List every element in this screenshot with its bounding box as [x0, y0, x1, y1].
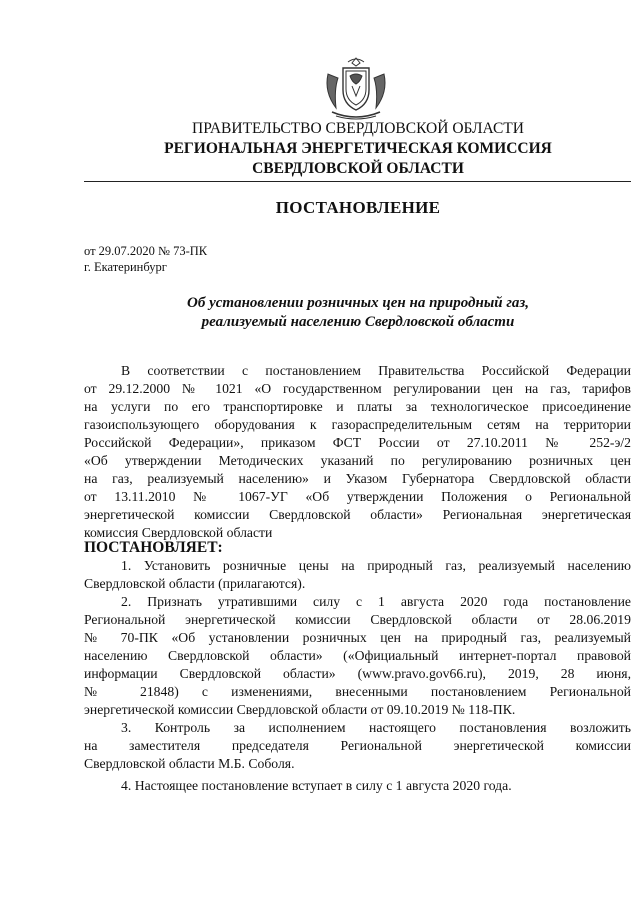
body-line: на услуги по его транспортировке и платы за технологическое присоединение	[84, 399, 631, 414]
clause-line: 2. Признать утратившими силу с 1 августа 2020 года постановление	[121, 594, 631, 609]
document-subject-line: реализуемый населению Свердловской области	[201, 314, 515, 330]
clause-line: 1. Установить розничные цены на природный газ, реализуемый населению	[121, 558, 631, 573]
coat-of-arms-emblem	[322, 54, 390, 120]
header-divider	[84, 181, 631, 182]
clause-line: Свердловской области (прилагаются).	[84, 576, 306, 591]
clause-line: Региональной энергетической комиссии Свердловской области от 28.06.2019	[84, 612, 631, 627]
body-line: газоиспользующего оборудования к газораспределительным сетям на территории	[84, 417, 631, 432]
document-city: г. Екатеринбург	[84, 260, 167, 274]
clause-line: № 70-ПК «Об установлении розничных цен на природный газ, реализуемый	[84, 630, 631, 645]
clause-line: 3. Контроль за исполнением настоящего постановления возложить	[121, 720, 631, 735]
clause-line: Свердловской области М.Б. Соболя.	[84, 756, 295, 771]
document-type: ПОСТАНОВЛЕНИЕ	[275, 198, 441, 217]
body-line: комиссия Свердловской области	[84, 525, 273, 540]
body-line: на газ, реализуемый населению» и Указом Губернатора Свердловской области	[84, 471, 631, 486]
body-line: В соответствии с постановлением Правительства Российской Федерации	[121, 363, 631, 378]
body-line: «Об утверждении Методических указаний по регулированию розничных цен	[84, 453, 631, 468]
government-name: ПРАВИТЕЛЬСТВО СВЕРДЛОВСКОЙ ОБЛАСТИ	[192, 120, 524, 137]
body-line: энергетической комиссии Свердловской области» Региональная энергетическая	[84, 507, 631, 522]
commission-name: РЕГИОНАЛЬНАЯ ЭНЕРГЕТИЧЕСКАЯ КОМИССИЯ	[164, 140, 552, 157]
clause-line: на заместителя председателя Региональной энергетической комиссии	[84, 738, 631, 753]
clause-line: информации Свердловской области» (www.pravo.gov66.ru), 2019, 28 июня,	[84, 666, 631, 681]
body-line: от 13.11.2010 № 1067-УГ «Об утверждении Положения о Региональной	[84, 489, 631, 504]
resolution-heading: ПОСТАНОВЛЯЕТ:	[84, 539, 223, 556]
clause-line: энергетической комиссии Свердловской области от 09.10.2019 № 118-ПК.	[84, 702, 516, 717]
clause-line: 4. Настоящее постановление вступает в силу с 1 августа 2020 года.	[121, 778, 512, 793]
document-subject-line: Об установлении розничных цен на природный газ,	[187, 295, 529, 311]
document-date-number: от 29.07.2020 № 73-ПК	[84, 244, 208, 258]
clause-line: № 21848) с изменениями, внесенными постановлением Региональной	[84, 684, 631, 699]
body-line: Российской Федерации», приказом ФСТ России от 27.10.2011 № 252-э/2	[84, 435, 631, 450]
clause-line: населению Свердловской области» («Официальный интернет-портал правовой	[84, 648, 631, 663]
body-line: от 29.12.2000 № 1021 «О государственном регулировании цен на газ, тарифов	[84, 381, 631, 396]
region-name: СВЕРДЛОВСКОЙ ОБЛАСТИ	[252, 160, 464, 177]
